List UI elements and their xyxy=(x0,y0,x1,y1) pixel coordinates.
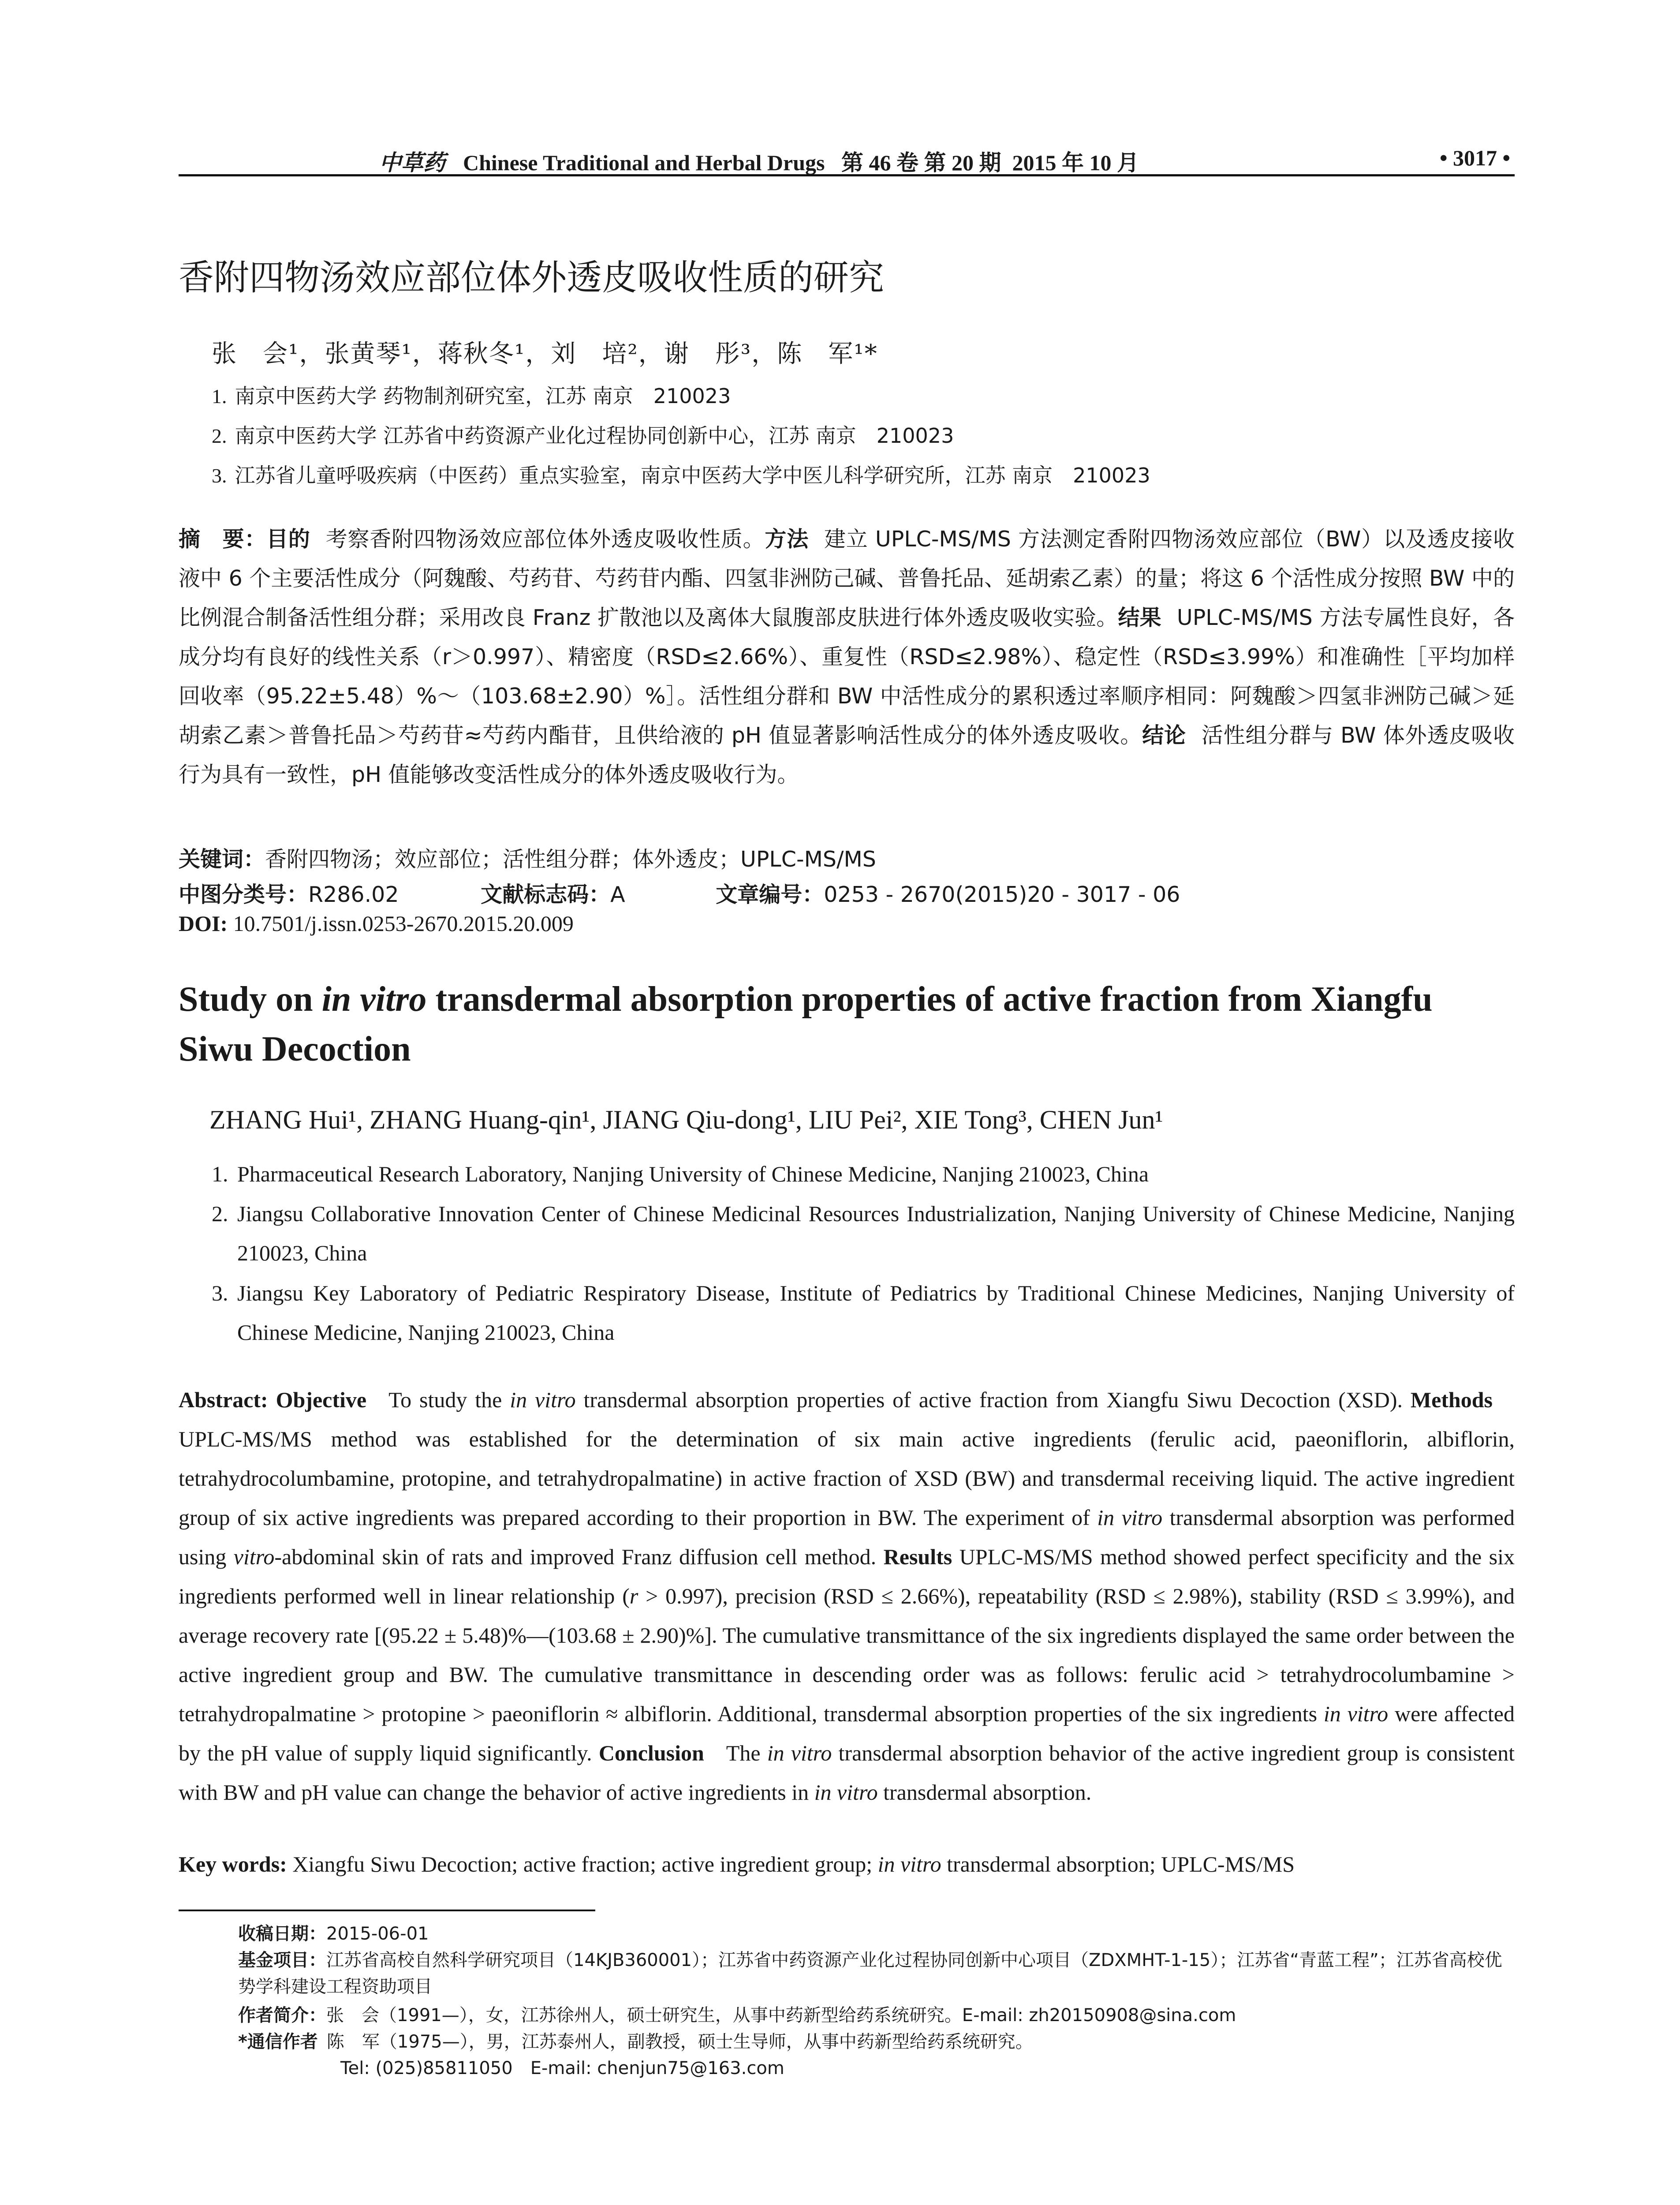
italic-term: in vitro xyxy=(510,1387,576,1412)
italic-term: in vitro xyxy=(1097,1505,1163,1530)
conclusion-text: transdermal absorption behavior of the active ingredient group is consistent with BW and pH value can change the behavior of active ingredients in xyxy=(179,1741,1515,1805)
keywords-chinese xyxy=(179,842,876,873)
affiliation-en-3 xyxy=(212,1274,1515,1352)
keywords-text: transdermal absorption; UPLC-MS/MS xyxy=(941,1852,1295,1876)
affiliation-number: 3. xyxy=(212,1281,228,1305)
footnote-divider xyxy=(179,1910,595,1911)
abstract-label: Abstract: xyxy=(179,1387,268,1412)
footnote-author xyxy=(238,2002,1515,2029)
keywords-label: 关键词： xyxy=(179,847,265,872)
results-text: > 0.997), precision (RSD ≤ 2.66%), repeatability (RSD ≤ 2.98%), stability (RSD ≤ 3.99%), and average recovery rate [(95.22 ± 5.48)%—(103.68 ± 2.90)%]. The cumulative transmittance of the six ingredients displayed the same order between the active ingredient group and BW. The cumulative transmittance in descending order was as follows: ferulic acid > tetrahydrocolumbamine > tetrahydropalmatine > protopine > paeoniflorin ≈ albiflorin. Additional, transdermal absorption properties of the six ingredients xyxy=(179,1584,1515,1726)
article-number-label: 文章编号： xyxy=(716,882,824,907)
methods-text: transdermal absorption was performed using xyxy=(179,1505,1515,1569)
title-english xyxy=(179,975,1515,1074)
abstract-english xyxy=(179,1380,1515,1812)
title-part: transdermal absorption properties of active fraction from Xiangfu Siwu Decoction xyxy=(179,980,1433,1069)
footnote-fund xyxy=(238,1947,1515,2000)
keywords-english xyxy=(179,1851,1515,1877)
conclusion-text: The xyxy=(726,1741,767,1765)
italic-term: vitro xyxy=(233,1544,275,1569)
classification-line xyxy=(179,878,1180,908)
journal-info xyxy=(379,145,1139,177)
running-header xyxy=(179,139,1515,176)
results-label: 结果 xyxy=(1118,605,1161,630)
methods-text: 建立 UPLC-MS/MS 方法测定香附四物汤效应部位（BW）以及透皮接收液中 6 个主要活性成分（阿魏酸、芍药苷、芍药苷内酯、四氢非洲防己碱、普鲁托品、延胡索乙素）的量；将这 6 个活性成分按照 BW 中的比例混合制备活性组分群；采用改良 Franz 扩散池以及离体大鼠腹部皮肤进行体外透皮吸收实验。 xyxy=(179,527,1515,630)
italic-term: in vitro xyxy=(1323,1701,1389,1726)
italic-term: in vitro xyxy=(767,1741,832,1765)
objective-text: transdermal absorption properties of active fraction from Xiangfu Siwu Decoction (XSD). xyxy=(575,1387,1403,1412)
footnote-corresponding xyxy=(238,2029,1515,2055)
results-text: UPLC-MS/MS 方法专属性良好，各成分均有良好的线性关系（r＞0.997）、精密度（RSD≤2.66%）、重复性（RSD≤2.98%）、稳定性（RSD≤3.99%）和准确性［平均加样回收率（95.22±5.48）%～（103.68±2.90）%］。活性组分群和 BW 中活性成分的累积透过率顺序相同：阿魏酸＞四氢非洲防己碱＞延胡索乙素＞普鲁托品＞芍药苷≈芍药内酯苷，且供给液的 pH 值显著影响活性成分的体外透皮吸收。 xyxy=(179,605,1515,748)
journal-issue: Chinese Traditional and Herbal Drugs 第 46 卷 第 20 期 2015 年 10 月 xyxy=(463,150,1139,175)
affiliation-text: Jiangsu Collaborative Innovation Center of Chinese Medicinal Resources Industrialization, Nanjing University of Chinese Medicine, Nanjing 210023, China xyxy=(237,1201,1515,1265)
doi-value: 10.7501/j.issn.0253-2670.2015.20.009 xyxy=(233,911,574,936)
affiliation-cn-2 xyxy=(212,420,954,449)
title-chinese: 香附四物汤效应部位体外透皮吸收性质的研究 xyxy=(179,257,884,298)
affiliation-text: 江苏省儿童呼吸疾病（中医药）重点实验室，南京中医药大学中医儿科学研究所，江苏 南京 210023 xyxy=(235,463,1150,487)
methods-text: UPLC-MS/MS method was established for the determination of six main active ingredients (ferulic acid, paeoniflorin, albiflorin, tetrahydrocolumbamine, protopine, and tetrahydropalmatine) in active fraction of XSD (BW) and transdermal receiving liquid. The active ingredient group of six active ingredients was prepared according to their proportion in BW. The experiment of xyxy=(179,1427,1515,1530)
objective-label: Objective xyxy=(276,1387,367,1412)
corresponding-label: *通信作者 xyxy=(238,2032,318,2052)
affiliation-text: 南京中医药大学 药物制剂研究室，江苏 南京 210023 xyxy=(235,384,731,408)
clc-value: R286.02 xyxy=(308,882,399,907)
doc-code-label: 文献标志码： xyxy=(481,882,611,907)
affiliation-number: 1. xyxy=(212,1162,228,1186)
contact-text: Tel: (025)85811050 E-mail: chenjun75@163.com xyxy=(340,2058,784,2078)
author-label: 作者简介： xyxy=(238,2005,326,2026)
fund-label: 基金项目： xyxy=(238,1950,326,1970)
keywords-text: Xiangfu Siwu Decoction; active fraction; active ingredient group; xyxy=(292,1852,878,1876)
affiliation-text: Pharmaceutical Research Laboratory, Nanjing University of Chinese Medicine, Nanjing 210023, China xyxy=(237,1162,1149,1186)
title-part: Study on xyxy=(179,980,322,1019)
abstract-chinese xyxy=(179,519,1515,794)
doc-code-value: A xyxy=(610,882,625,907)
keywords-text: 香附四物汤；效应部位；活性组分群；体外透皮；UPLC-MS/MS xyxy=(265,847,876,872)
italic-term: in vitro xyxy=(814,1780,878,1805)
footnote-contact xyxy=(238,2055,1515,2082)
article-number-value: 0253 - 2670(2015)20 - 3017 - 06 xyxy=(824,882,1180,907)
page-number: • 3017 • xyxy=(1439,146,1510,170)
affiliation-number: 2. xyxy=(212,1201,228,1226)
title-italic-part: in vitro xyxy=(321,980,427,1019)
abstract-label: 摘 要： xyxy=(179,527,267,552)
conclusion-text: transdermal absorption. xyxy=(877,1780,1092,1805)
conclusion-label: 结论 xyxy=(1142,723,1186,748)
footnote-received xyxy=(238,1921,1515,1947)
affiliation-en-2 xyxy=(212,1194,1515,1273)
keywords-label: Key words: xyxy=(179,1852,287,1876)
objective-text: To study the xyxy=(388,1387,510,1412)
methods-text: -abdominal skin of rats and improved Franz diffusion cell method. xyxy=(274,1544,877,1569)
affiliation-en-1 xyxy=(212,1155,1515,1194)
results-label: Results xyxy=(883,1544,952,1569)
authors-chinese: 张 会¹，张黄琴¹，蒋秋冬¹，刘 培²，谢 彤³，陈 军¹* xyxy=(212,340,878,368)
affiliation-number: 3. xyxy=(212,464,227,487)
clc-label: 中图分类号： xyxy=(179,882,309,907)
methods-label: Methods xyxy=(1410,1387,1493,1412)
affiliation-text: 南京中医药大学 江苏省中药资源产业化过程协同创新中心，江苏 南京 210023 xyxy=(235,424,954,448)
journal-name-cn: 中草药 xyxy=(379,150,445,176)
received-date: 2015-06-01 xyxy=(326,1924,429,1944)
doi-label: DOI: xyxy=(179,911,228,936)
affiliation-cn-1 xyxy=(212,380,731,409)
results-text: UPLC-MS/MS method showed perfect specificity and the six ingredients performed well in linear relationship ( xyxy=(179,1544,1515,1608)
methods-label: 方法 xyxy=(765,527,809,552)
doi-line xyxy=(179,911,574,936)
objective-text: 考察香附四物汤效应部位体外透皮吸收性质。 xyxy=(325,527,765,552)
author-text: 张 会（1991—），女，江苏徐州人，硕士研究生，从事中药新型给药系统研究。E-mail: zh20150908@sina.com xyxy=(326,2005,1236,2026)
results-text: were affected by the pH value of supply liquid significantly. xyxy=(179,1701,1515,1765)
affiliation-text: Jiangsu Key Laboratory of Pediatric Respiratory Disease, Institute of Pediatrics by Traditional Chinese Medicines, Nanjing University of Chinese Medicine, Nanjing 210023, China xyxy=(237,1281,1515,1345)
authors-english: ZHANG Hui¹, ZHANG Huang-qin¹, JIANG Qiu-dong¹, LIU Pei², XIE Tong³, CHEN Jun¹ xyxy=(209,1105,1163,1134)
corresponding-text: 陈 军（1975—），男，江苏泰州人，副教授，硕士生导师，从事中药新型给药系统研究。 xyxy=(326,2032,1033,2052)
conclusion-text: 活性组分群与 BW 体外透皮吸收行为具有一致性，pH 值能够改变活性成分的体外透皮吸收行为。 xyxy=(179,723,1515,787)
conclusion-label: Conclusion xyxy=(598,1741,704,1765)
fund-text: 江苏省高校自然科学研究项目（14KJB360001）；江苏省中药资源产业化过程协同创新中心项目（ZDXMHT-1-15）；江苏省“青蓝工程”；江苏省高校优势学科建设工程资助项目 xyxy=(238,1950,1502,1997)
italic-term: r xyxy=(629,1584,638,1608)
received-label: 收稿日期： xyxy=(238,1924,326,1944)
affiliation-number: 2. xyxy=(212,425,227,447)
italic-term: in vitro xyxy=(877,1852,941,1876)
objective-label: 目的 xyxy=(266,527,310,552)
affiliation-number: 1. xyxy=(212,385,227,407)
affiliation-cn-3 xyxy=(212,460,1150,489)
